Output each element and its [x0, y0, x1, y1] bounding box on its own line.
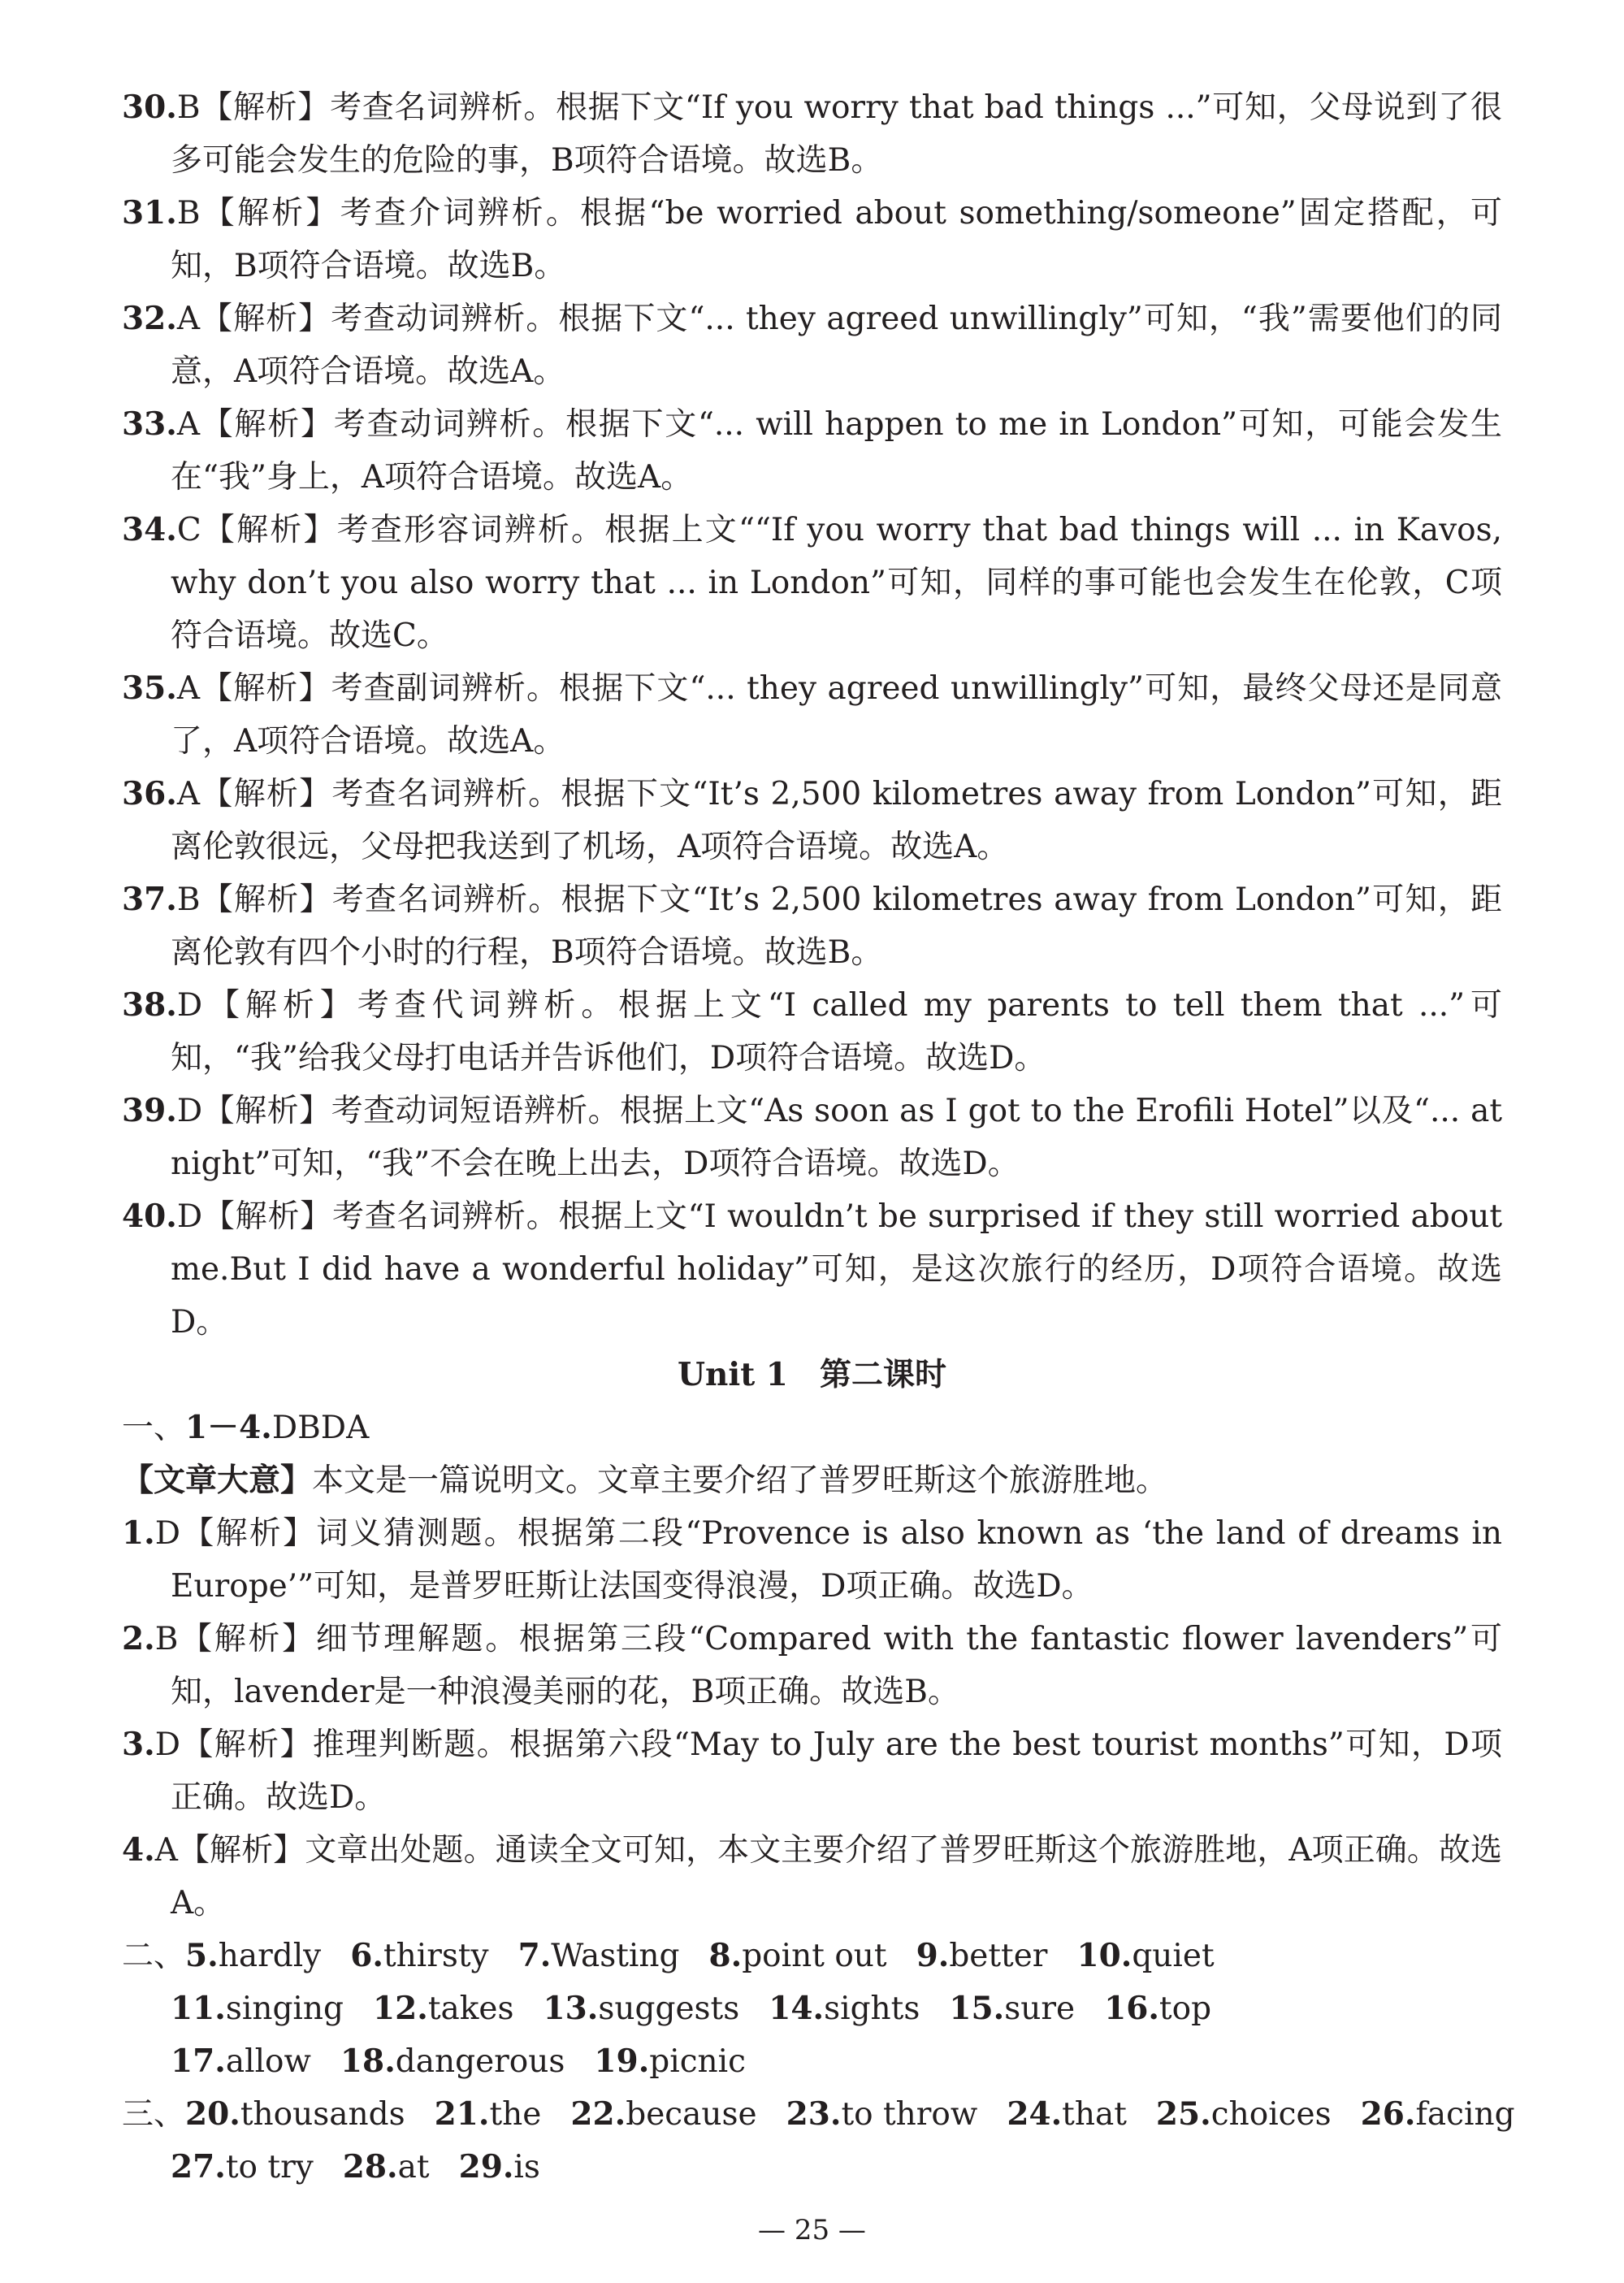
answer-word: picnic — [649, 2043, 746, 2080]
explanation-item — [122, 1085, 1502, 1190]
answer-entry — [373, 1982, 514, 2035]
answer-explanations-part1 — [122, 81, 1502, 1349]
answer-word: to try — [225, 2149, 314, 2186]
answer-entry — [350, 1930, 488, 1982]
item-text: D【解析】考查代词辨析。根据上文“I called my parents to tell them that ...”可知，“我”给我父母打电话并告诉他们，D项符合语境。故选D。 — [171, 987, 1502, 1077]
answer-number: 11. — [171, 1990, 226, 2027]
item-number: 34. — [122, 511, 177, 548]
answer-entry — [1156, 2088, 1332, 2141]
answer-word: Wasting — [551, 1938, 680, 1974]
answer-number: 16. — [1104, 1990, 1159, 2027]
answer-number: 21. — [434, 2095, 490, 2133]
section-label: 三、 — [122, 2096, 186, 2133]
item-number: 32. — [122, 300, 177, 337]
answer-row — [122, 1982, 1502, 2035]
answer-number: 8. — [708, 1937, 743, 1974]
answer-word: sure — [1004, 1991, 1076, 2027]
item-text: A【解析】考查副词辨析。根据下文“... they agreed unwillingly”可知，最终父母还是同意了，A项符合语境。故选A。 — [171, 670, 1502, 760]
section3-answers — [122, 2088, 1515, 2194]
item-number: 39. — [122, 1092, 177, 1129]
answer-number: 5. — [185, 1937, 219, 1974]
answer-word: is — [513, 2149, 540, 2186]
item-number: 40. — [122, 1198, 177, 1235]
answer-number: 18. — [340, 2043, 396, 2080]
page-number: — 25 — — [758, 2214, 866, 2246]
answer-entry — [171, 2035, 311, 2088]
answer-word: the — [489, 2096, 542, 2133]
explanation-item — [122, 873, 1502, 979]
answer-number: 10. — [1076, 1937, 1132, 1974]
answer-entry — [1361, 2088, 1515, 2141]
answer-row — [122, 2141, 1502, 2194]
answer-word: thirsty — [383, 1938, 489, 1974]
answer-entry — [594, 2035, 746, 2088]
answer-explanations-part2 — [122, 1507, 1502, 1930]
answer-row — [122, 2088, 1515, 2141]
answer-number: 28. — [342, 2148, 398, 2186]
answer-number: 27. — [171, 2148, 226, 2186]
section1-label: 一、 — [122, 1410, 186, 1446]
item-text: B【解析】考查名词辨析。根据下文“It’s 2,500 kilometres away from London”可知，距离伦敦有四个小时的行程，B项符合语境。故选B。 — [171, 882, 1502, 971]
item-number: 37. — [122, 881, 177, 918]
answer-number: 7. — [518, 1937, 552, 1974]
answer-row — [122, 2035, 1502, 2088]
answer-number: 20. — [185, 2095, 240, 2133]
explanation-item — [122, 187, 1502, 292]
section1-answers — [122, 1401, 1502, 1454]
item-text: C【解析】考查形容词辨析。根据上文““If you worry that bad things will ... in Kavos, why don’t you also worry that ... in London”可知，同样的事可能也会发生在伦敦，C项符合语境。故选C。 — [171, 512, 1502, 654]
answer-number: 25. — [1155, 2095, 1211, 2133]
answer-entry — [786, 2088, 978, 2141]
unit-heading: Unit 1 第二课时 — [678, 1356, 946, 1393]
answer-word: sights — [824, 1991, 920, 2027]
item-number: 3. — [122, 1726, 155, 1763]
explanation-item — [122, 979, 1502, 1085]
answer-word: hardly — [218, 1938, 322, 1974]
answer-word: because — [626, 2096, 757, 2133]
item-number: 31. — [122, 194, 177, 232]
answer-entry — [185, 1930, 321, 1982]
answer-number: 26. — [1360, 2095, 1416, 2133]
item-text: A【解析】考查动词辨析。根据下文“... they agreed unwillingly”可知，“我”需要他们的同意，A项符合语境。故选A。 — [171, 301, 1502, 390]
answer-word: top — [1158, 1991, 1212, 2027]
answer-entry — [518, 1930, 680, 1982]
section2-answers — [122, 1930, 1502, 2088]
explanation-item — [122, 292, 1502, 398]
section1-num: 1－4. — [185, 1409, 272, 1446]
answer-entry — [769, 1982, 920, 2035]
answer-entry — [1104, 1982, 1211, 2035]
answer-word: takes — [427, 1991, 514, 2027]
item-text: A【解析】考查动词辨析。根据下文“... will happen to me in London”可知，可能会发生在“我”身上，A项符合语境。故选A。 — [171, 406, 1502, 496]
answer-word: that — [1062, 2096, 1127, 2133]
explanation-item — [122, 1824, 1502, 1930]
answer-word: to throw — [841, 2096, 978, 2133]
answer-entry — [343, 2141, 430, 2194]
answer-number: 13. — [543, 1990, 599, 2027]
item-text: D【解析】推理判断题。根据第六段“May to July are the best tourist months”可知，D项正确。故选D。 — [154, 1726, 1502, 1816]
answer-word: facing — [1415, 2096, 1515, 2133]
item-text: A【解析】考查名词辨析。根据下文“It’s 2,500 kilometres away from London”可知，距离伦敦很远，父母把我送到了机场，A项符合语境。故选A。 — [171, 776, 1502, 865]
answer-number: 15. — [949, 1990, 1005, 2027]
explanation-item — [122, 1190, 1502, 1349]
answer-entry — [1076, 1930, 1214, 1982]
item-text: D【解析】考查名词辨析。根据上文“I wouldn’t be surprised if they still worried about me.But I did have a wonderful holiday”可知，是这次旅行的经历，D项符合语境。故选D。 — [171, 1198, 1502, 1341]
answer-entry — [709, 1930, 887, 1982]
answer-word: suggests — [598, 1991, 740, 2027]
item-number: 35. — [122, 669, 177, 707]
answer-word: thousands — [240, 2096, 405, 2133]
answer-number: 6. — [350, 1937, 383, 1974]
section-label: 二、 — [122, 1938, 186, 1974]
answer-word: at — [397, 2149, 430, 2186]
explanation-item — [122, 768, 1502, 873]
section1-text: DBDA — [271, 1410, 370, 1446]
answer-entry — [340, 2035, 565, 2088]
explanation-item — [122, 1613, 1502, 1718]
item-number: 4. — [122, 1831, 155, 1869]
answer-number: 24. — [1007, 2095, 1063, 2133]
item-text: B【解析】考查名词辨析。根据下文“If you worry that bad things ...”可知，父母说到了很多可能会发生的危险的事，B项符合语境。故选B。 — [171, 89, 1502, 179]
answer-number: 12. — [373, 1990, 428, 2027]
answer-entry — [570, 2088, 756, 2141]
answer-number: 9. — [916, 1937, 950, 1974]
answer-entry — [185, 2088, 405, 2141]
explanation-item — [122, 1718, 1502, 1824]
explanation-item — [122, 81, 1502, 187]
answer-number: 19. — [594, 2043, 650, 2080]
explanation-item — [122, 1507, 1502, 1613]
answer-entry — [435, 2088, 542, 2141]
item-number: 2. — [122, 1620, 155, 1657]
answer-word: singing — [225, 1991, 344, 2027]
item-number: 30. — [122, 89, 177, 126]
answer-number: 22. — [570, 2095, 626, 2133]
answer-number: 29. — [458, 2148, 514, 2186]
answer-word: choices — [1210, 2096, 1332, 2133]
summary-text: 本文是一篇说明文。文章主要介绍了普罗旺斯这个旅游胜地。 — [312, 1462, 1168, 1499]
item-number: 38. — [122, 986, 177, 1024]
answer-number: 14. — [769, 1990, 825, 2027]
answer-entry — [459, 2141, 540, 2194]
item-text: D【解析】考查动词短语辨析。根据上文“As soon as I got to the Erofili Hotel”以及“... at night”可知，“我”不会在晚上出去，D项符合语境。故选D。 — [171, 1093, 1502, 1182]
answer-entry — [171, 1982, 344, 2035]
answer-entry — [949, 1982, 1075, 2035]
item-text: D【解析】词义猜测题。根据第二段“Provence is also known as ‘the land of dreams in Europe’”可知，是普罗旺斯让法国变得浪漫，D项正确。故选D。 — [154, 1515, 1502, 1605]
explanation-item — [122, 504, 1502, 662]
answer-word: point out — [742, 1938, 887, 1974]
answer-row — [122, 1930, 1502, 1982]
answer-number: 17. — [171, 2043, 226, 2080]
article-summary — [122, 1454, 1502, 1507]
answer-word: dangerous — [395, 2043, 565, 2080]
item-number: 33. — [122, 405, 177, 443]
answer-word: better — [949, 1938, 1048, 1974]
item-text: A【解析】文章出处题。通读全文可知，本文主要介绍了普罗旺斯这个旅游胜地，A项正确。故选A。 — [154, 1832, 1502, 1921]
summary-label: 【文章大意】 — [122, 1462, 313, 1499]
explanation-item — [122, 662, 1502, 768]
item-number: 36. — [122, 775, 177, 812]
answer-word: allow — [225, 2043, 311, 2080]
item-text: B【解析】细节理解题。根据第三段“Compared with the fantastic flower lavenders”可知，lavender是一种浪漫美丽的花，B项正确。故选B。 — [154, 1621, 1502, 1710]
item-text: B【解析】考查介词辨析。根据“be worried about something/someone”固定搭配，可知，B项符合语境。故选B。 — [171, 195, 1502, 284]
answer-word: quiet — [1132, 1938, 1215, 1974]
answer-entry — [171, 2141, 314, 2194]
answer-entry — [916, 1930, 1048, 1982]
item-number: 1. — [122, 1514, 155, 1552]
answer-entry — [1007, 2088, 1127, 2141]
answer-number: 23. — [786, 2095, 842, 2133]
answer-entry — [543, 1982, 740, 2035]
explanation-item — [122, 398, 1502, 504]
